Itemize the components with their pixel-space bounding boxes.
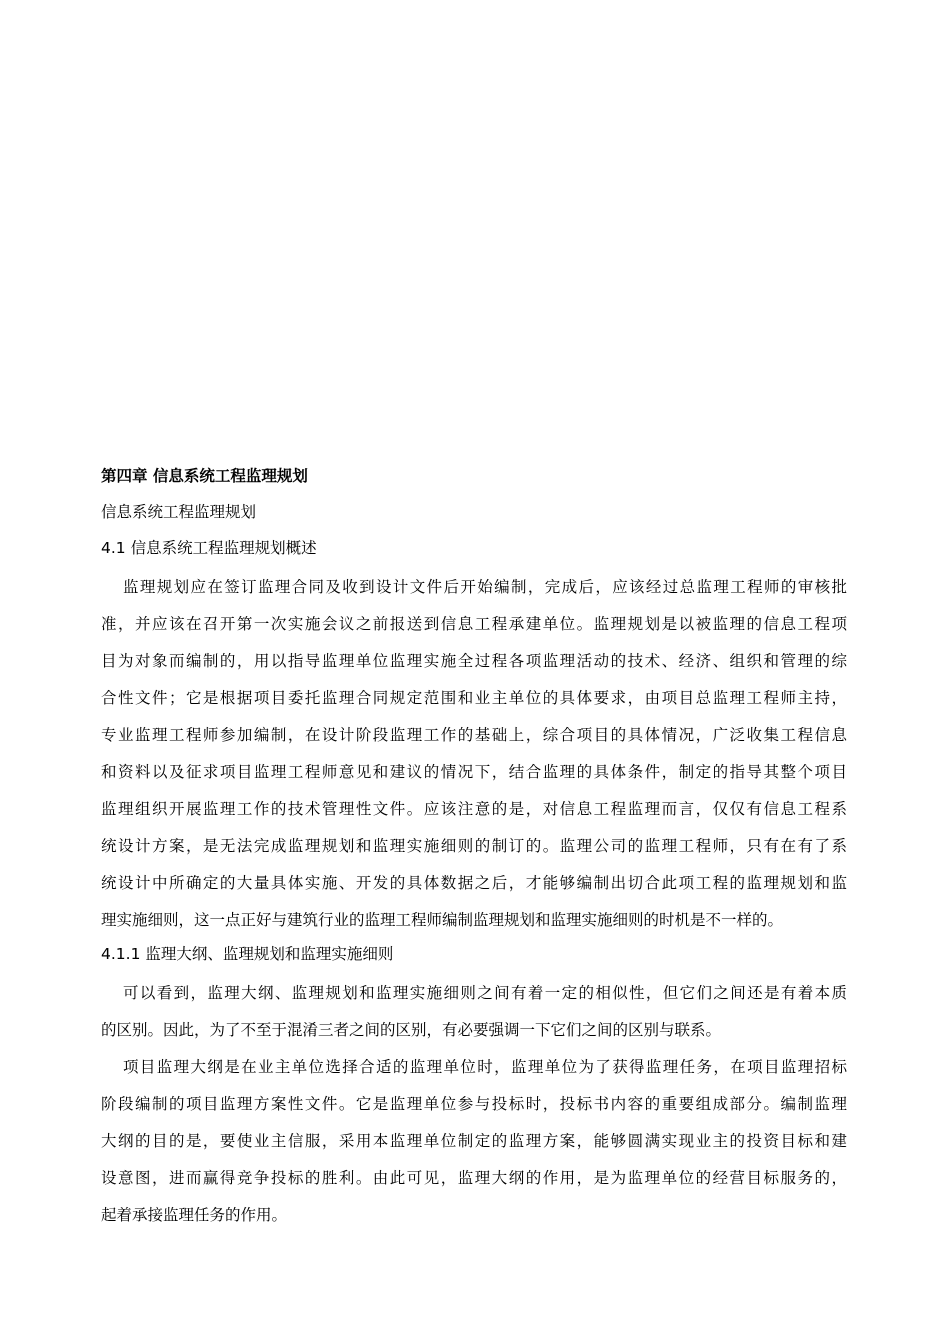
paragraph-line: 起着承接监理任务的作用。 xyxy=(101,1206,288,1224)
paragraph-line: 的区别。因此，为了不至于混淆三者之间的区别，有必要强调一下它们之间的区别与联系。 xyxy=(101,1021,722,1039)
document-subtitle: 信息系统工程监理规划 xyxy=(101,503,257,521)
paragraph-similarity xyxy=(101,975,847,1049)
paragraph-line: 阶段编制的项目监理方案性文件。它是监理单位参与投标时，投标书内容的重要组成部分。编制监理 xyxy=(101,1095,847,1113)
document-page xyxy=(101,461,847,1234)
paragraph-line: 项目监理大纲是在业主单位选择合适的监理单位时，监理单位为了获得监理任务，在项目监理招标 xyxy=(123,1058,847,1076)
paragraph-line: 专业监理工程师参加编制，在设计阶段监理工作的基础上，综合项目的具体情况，广泛收集工程信息 xyxy=(101,726,847,744)
paragraph-line: 目为对象而编制的，用以指导监理单位监理实施全过程各项监理活动的技术、经济、组织和管理的综 xyxy=(101,652,847,670)
paragraph-line: 统设计中所确定的大量具体实施、开发的具体数据之后，才能够编制出切合此项工程的监理规划和监 xyxy=(101,874,847,892)
paragraph-monitoring-outline xyxy=(101,1049,847,1234)
section-heading-4-1-1: 4.1.1 监理大纲、监理规划和监理实施细则 xyxy=(101,945,394,963)
paragraph-line: 统设计方案，是无法完成监理规划和监理实施细则的制订的。监理公司的监理工程师，只有在有了系 xyxy=(101,837,847,855)
paragraph-line: 和资料以及征求项目监理工程师意见和建议的情况下，结合监理的具体条件，制定的指导其整个项目 xyxy=(101,763,847,781)
paragraph-line: 可以看到，监理大纲、监理规划和监理实施细则之间有着一定的相似性，但它们之间还是有着本质 xyxy=(123,984,847,1002)
chapter-title: 第四章 信息系统工程监理规划 xyxy=(101,467,308,485)
paragraph-line: 监理规划应在签订监理合同及收到设计文件后开始编制，完成后，应该经过总监理工程师的审核批 xyxy=(123,578,847,596)
paragraph-line: 准，并应该在召开第一次实施会议之前报送到信息工程承建单位。监理规划是以被监理的信息工程项 xyxy=(101,615,847,633)
paragraph-line: 监理组织开展监理工作的技术管理性文件。应该注意的是，对信息工程监理而言，仅仅有信息工程系 xyxy=(101,800,847,818)
paragraph-line: 理实施细则，这一点正好与建筑行业的监理工程师编制监理规划和监理实施细则的时机是不一样的。 xyxy=(101,911,784,929)
paragraph-line: 合性文件；它是根据项目委托监理合同规定范围和业主单位的具体要求，由项目总监理工程师主持， xyxy=(101,689,847,707)
paragraph-line: 大纲的目的是，要使业主信服，采用本监理单位制定的监理方案，能够圆满实现业主的投资目标和建 xyxy=(101,1132,847,1150)
paragraph-line: 设意图，进而赢得竞争投标的胜利。由此可见，监理大纲的作用，是为监理单位的经营目标服务的， xyxy=(101,1169,847,1187)
section-heading-4-1: 4.1 信息系统工程监理规划概述 xyxy=(101,539,317,557)
paragraph-monitoring-plan-overview xyxy=(101,569,847,939)
